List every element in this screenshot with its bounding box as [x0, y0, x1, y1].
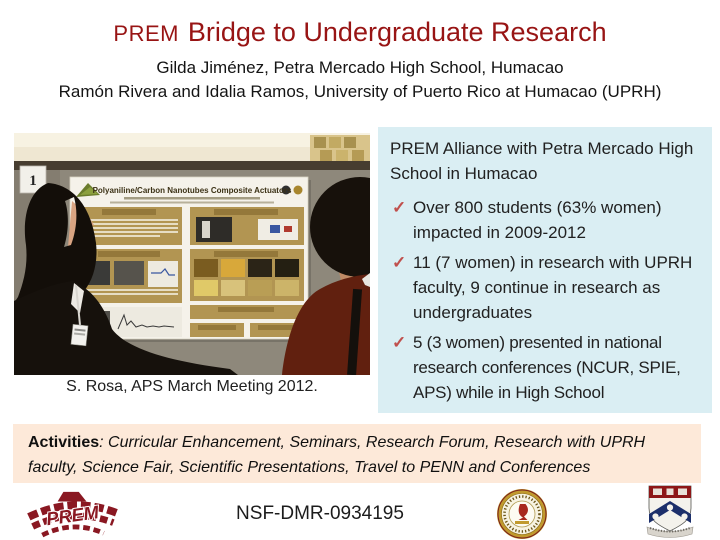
bullet-item — [390, 250, 700, 325]
slide-title — [0, 12, 720, 49]
bullet-text: 5 (3 women) presented in national research conferences (NCUR, SPIE, APS) while in High School — [413, 333, 681, 402]
conference-photo — [14, 133, 370, 375]
upr-seal — [495, 488, 549, 540]
prem-logo-icon — [14, 490, 132, 538]
author-line-1: Gilda Jiménez, Petra Mercado High School, Humacao — [156, 58, 564, 77]
upr-seal-icon — [495, 488, 549, 540]
check-icon: ✓ — [392, 253, 407, 272]
author-block — [0, 56, 720, 104]
photo-caption: S. Rosa, APS March Meeting 2012. — [66, 378, 318, 395]
prem-logo-text: PREM — [44, 501, 101, 530]
grant-number: NSF-DMR-0934195 — [236, 503, 404, 524]
check-icon: ✓ — [392, 198, 407, 217]
bullet-text: Over 800 students (63% women) impacted in 2009-2012 — [413, 198, 662, 242]
check-icon: ✓ — [392, 333, 406, 352]
prem-logo — [14, 490, 132, 540]
bullet-item — [390, 195, 700, 245]
bullet-text: 11 (7 women) in research with UPRH faculty, 9 continue in research as undergraduates — [413, 253, 693, 322]
room-number-text: 1 — [29, 173, 37, 189]
info-header: PREM Alliance with Petra Mercado High School in Humacao — [390, 139, 694, 183]
activities-text: : Curricular Enhancement, Seminars, Research Forum, Research with UPRH faculty, Science Fair, Scientific Presentations, Travel to PENN and Conferences — [28, 434, 646, 476]
activities-box — [13, 424, 701, 483]
penn-shield-icon — [641, 484, 699, 539]
penn-shield — [641, 484, 699, 540]
info-box — [378, 127, 712, 413]
poster-title-text: Polyaniline/Carbon Nanotubes Composite Actuators — [92, 186, 292, 195]
title-prem-text: PREM — [113, 21, 179, 46]
author-line-2: Ramón Rivera and Idalia Ramos, University of Puerto Rico at Humacao (UPRH) — [58, 82, 662, 101]
badge — [71, 324, 88, 345]
title-main-text: Bridge to Undergraduate Research — [187, 17, 607, 47]
photo-scene — [14, 133, 370, 375]
bullet-item — [390, 330, 700, 405]
activities-label: Activities — [28, 434, 100, 451]
